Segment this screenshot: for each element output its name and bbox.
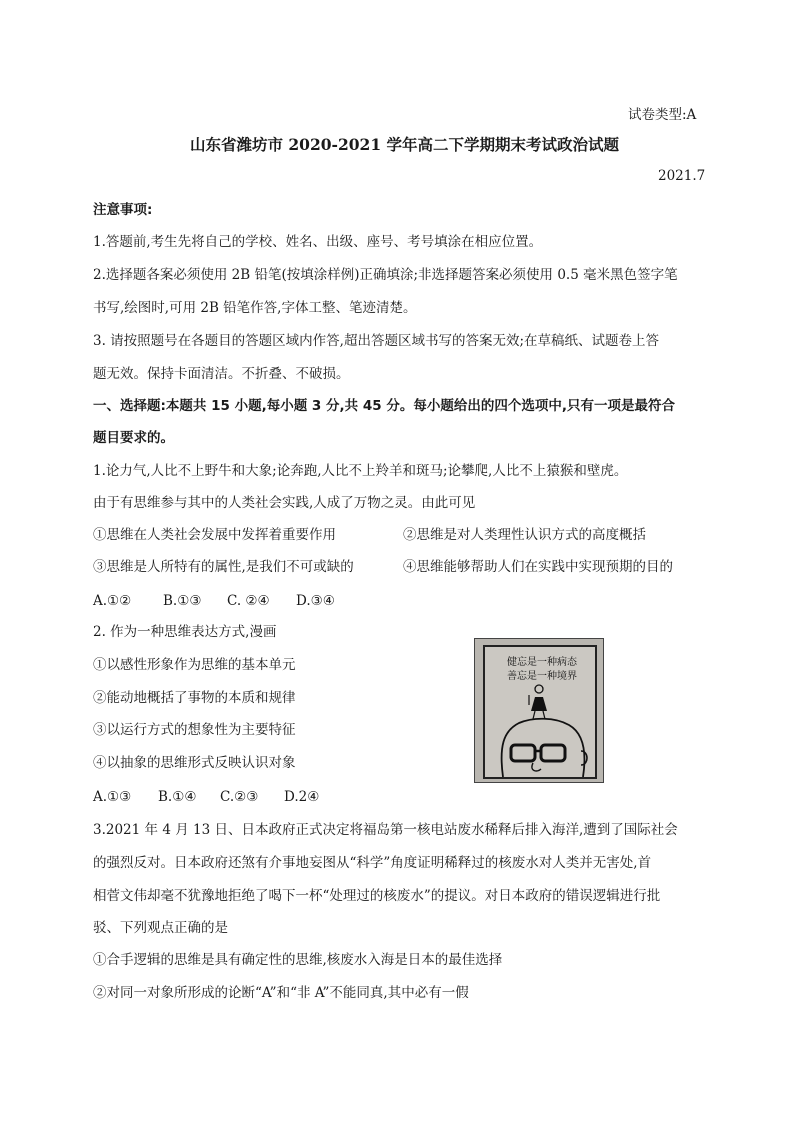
q2-option-2: ②能动地概括了事物的本质和规律 — [93, 690, 296, 706]
q3-stem-line-1: 3.2021 年 4 月 13 日、日本政府正式决定将福岛第一核电站废水稀释后排入海洋,遭到了国际社会 — [93, 822, 678, 838]
notice-line-4: 3. 请按照题号在各题目的答题区域内作答,超出答题区域书写的答案无效;在草稿纸、试题卷上答 — [93, 333, 660, 349]
q1-choice-b: B.①③ — [163, 593, 202, 609]
notice-line-3: 书写,绘图时,可用 2B 铅笔作答,字体工整、笔迹清楚。 — [93, 300, 417, 316]
notice-line-2: 2.选择题各案必须使用 2B 铅笔(按填涂样例)正确填涂;非选择题答案必须使用 0.5 毫米黑色签字笔 — [93, 267, 678, 283]
notice-line-5: 题无效。保持卡面清洁。不折叠、不破损。 — [93, 366, 350, 382]
exam-date: 2021.7 — [658, 168, 706, 184]
q1-option-1: ①思维在人类社会发展中发挥着重要作用 — [93, 527, 336, 543]
notice-heading: 注意事项: — [93, 202, 153, 218]
q3-stem-line-2: 的强烈反对。日本政府还煞有介事地妄图从“科学”角度证明稀释过的核废水对人类并无害处,首 — [93, 855, 652, 871]
q3-option-2: ②对同一对象所形成的论断“A”和“非 A”不能同真,其中必有一假 — [93, 985, 469, 1001]
q3-option-1: ①合手逻辑的思维是具有确定性的思维,核废水入海是日本的最佳选择 — [93, 952, 503, 968]
q2-option-1: ①以感性形象作为思维的基本单元 — [93, 657, 296, 673]
q1-option-4: ④思维能够帮助人们在实践中实现预期的目的 — [403, 559, 673, 575]
paper-type: 试卷类型:A — [628, 107, 697, 123]
q2-stem: 2. 作为一种思维表达方式,漫画 — [93, 624, 277, 640]
cartoon-drawing — [485, 647, 595, 777]
q1-option-2: ②思维是对人类理性认识方式的高度概括 — [403, 527, 646, 543]
q2-choice-d: D.2④ — [284, 789, 320, 805]
cartoon-image — [474, 638, 604, 783]
page-title: 山东省潍坊市 2020-2021 学年高二下学期期末考试政治试题 — [190, 135, 620, 154]
q1-choice-c: C. ②④ — [227, 593, 270, 609]
notice-line-1: 1.答题前,考生先将自己的学校、姓名、出级、座号、考号填涂在相应位置。 — [93, 234, 543, 250]
cartoon-caption-2: 善忘是一种境界 — [507, 671, 577, 682]
q1-choice-d: D.③④ — [296, 593, 335, 609]
q3-stem-line-4: 驳、下列观点正确的是 — [93, 920, 228, 936]
q2-choice-a: A.①③ — [93, 789, 132, 805]
q2-choice-c: C.②③ — [220, 789, 259, 805]
q2-option-4: ④以抽象的思维形式反映认识对象 — [93, 755, 296, 771]
q2-option-3: ③以运行方式的想象性为主要特征 — [93, 722, 296, 738]
q1-stem-line-2: 由于有思维参与其中的人类社会实践,人成了万物之灵。由此可见 — [93, 495, 476, 511]
q1-stem-line-1: 1.论力气,人比不上野牛和大象;论奔跑,人比不上羚羊和斑马;论攀爬,人比不上猿猴和壁虎。 — [93, 463, 628, 479]
q1-option-3: ③思维是人所特有的属性,是我们不可或缺的 — [93, 559, 354, 575]
q3-stem-line-3: 相菅文伟却毫不犹豫地拒绝了喝下一杯“处理过的核废水”的提议。对日本政府的错误逻辑进行批 — [93, 888, 661, 904]
cartoon-frame — [483, 645, 597, 779]
q1-choice-a: A.①② — [93, 593, 132, 609]
q2-choice-b: B.①④ — [158, 789, 197, 805]
cartoon-caption-1: 健忘是一种病态 — [507, 657, 577, 668]
section-heading: 一、选择题:本题共 15 小题,每小题 3 分,共 45 分。每小题给出的四个选项中,只有一项是最符合 — [93, 398, 675, 414]
section-heading-cont: 题目要求的。 — [93, 430, 174, 446]
